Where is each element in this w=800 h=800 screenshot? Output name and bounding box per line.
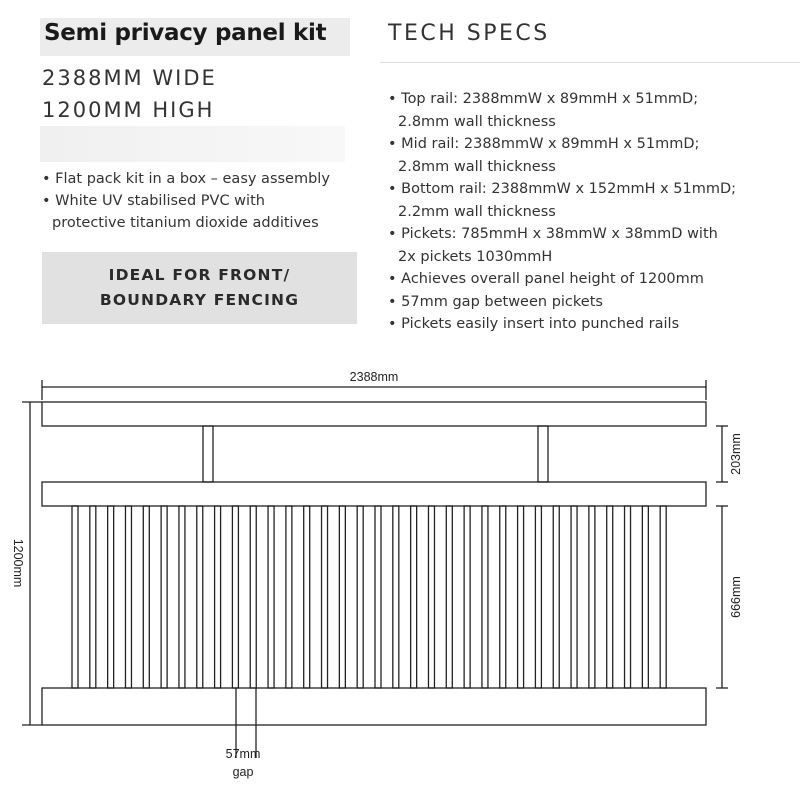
- picket: [446, 506, 452, 688]
- bottom-rail: [42, 688, 706, 725]
- picket: [357, 506, 363, 688]
- picket: [250, 506, 256, 688]
- callout-line: BOUNDARY FENCING: [99, 291, 300, 309]
- tall-picket-right: [538, 426, 548, 482]
- product-height: 1200MM HIGH: [42, 98, 215, 122]
- feature-item: • Flat pack kit in a box – easy assembly: [42, 168, 330, 190]
- product-width: 2388MM WIDE: [42, 66, 217, 90]
- tech-specs-heading: TECH SPECS: [388, 21, 550, 46]
- picket: [322, 506, 328, 688]
- gap-dimension-value: 57mm: [225, 747, 261, 761]
- tech-specs-list: [388, 88, 736, 336]
- picket: [339, 506, 345, 688]
- picket: [268, 506, 274, 688]
- spec-item: • Achieves overall panel height of 1200mm: [388, 268, 736, 291]
- picket: [161, 506, 167, 688]
- picket: [411, 506, 417, 688]
- picket: [304, 506, 310, 688]
- picket: [125, 506, 131, 688]
- picket: [589, 506, 595, 688]
- picket: [518, 506, 524, 688]
- picket: [642, 506, 648, 688]
- tall-picket-left: [203, 426, 213, 482]
- spec-item: • Top rail: 2388mmW x 89mmH x 51mmD; 2.8mm wall thickness: [388, 88, 736, 133]
- gap-dimension-unit: gap: [232, 765, 254, 779]
- picket: [108, 506, 114, 688]
- feature-item: • White UV stabilised PVC with protective titanium dioxide additives: [42, 190, 330, 234]
- picket: [72, 506, 78, 688]
- picket: [625, 506, 631, 688]
- width-dimension-label: 2388mm: [349, 370, 399, 384]
- height-dimension-label: 1200mm: [11, 538, 25, 588]
- picket: [197, 506, 203, 688]
- picket: [660, 506, 666, 688]
- spec-item: • 57mm gap between pickets: [388, 291, 736, 314]
- ideal-callout: [42, 252, 357, 324]
- callout-line: IDEAL FOR FRONT/: [108, 266, 291, 284]
- spec-item: • Mid rail: 2388mmW x 89mmH x 51mmD; 2.8mm wall thickness: [388, 133, 736, 178]
- picket: [607, 506, 613, 688]
- picket: [286, 506, 292, 688]
- picket: [375, 506, 381, 688]
- picket: [428, 506, 434, 688]
- picket: [143, 506, 149, 688]
- upper-gap-dimension-label: 203mm: [729, 433, 743, 475]
- picket: [571, 506, 577, 688]
- picket: [464, 506, 470, 688]
- picket-group: [72, 506, 666, 688]
- fence-panel-diagram: [0, 360, 800, 800]
- top-rail: [42, 402, 706, 426]
- feature-list: [42, 168, 330, 234]
- picket: [535, 506, 541, 688]
- spec-item: • Pickets: 785mmH x 38mmW x 38mmD with 2x pickets 1030mmH: [388, 223, 736, 268]
- decorative-band: [40, 126, 345, 162]
- picket: [232, 506, 238, 688]
- picket: [553, 506, 559, 688]
- spec-item: • Bottom rail: 2388mmW x 152mmH x 51mmD; 2.2mm wall thickness: [388, 178, 736, 223]
- picket: [90, 506, 96, 688]
- picket-height-dimension-label: 666mm: [729, 576, 743, 618]
- picket: [482, 506, 488, 688]
- picket: [393, 506, 399, 688]
- picket: [215, 506, 221, 688]
- divider: [380, 62, 800, 63]
- picket: [179, 506, 185, 688]
- picket: [500, 506, 506, 688]
- mid-rail: [42, 482, 706, 506]
- spec-item: • Pickets easily insert into punched rails: [388, 313, 736, 336]
- product-title: Semi privacy panel kit: [44, 20, 327, 46]
